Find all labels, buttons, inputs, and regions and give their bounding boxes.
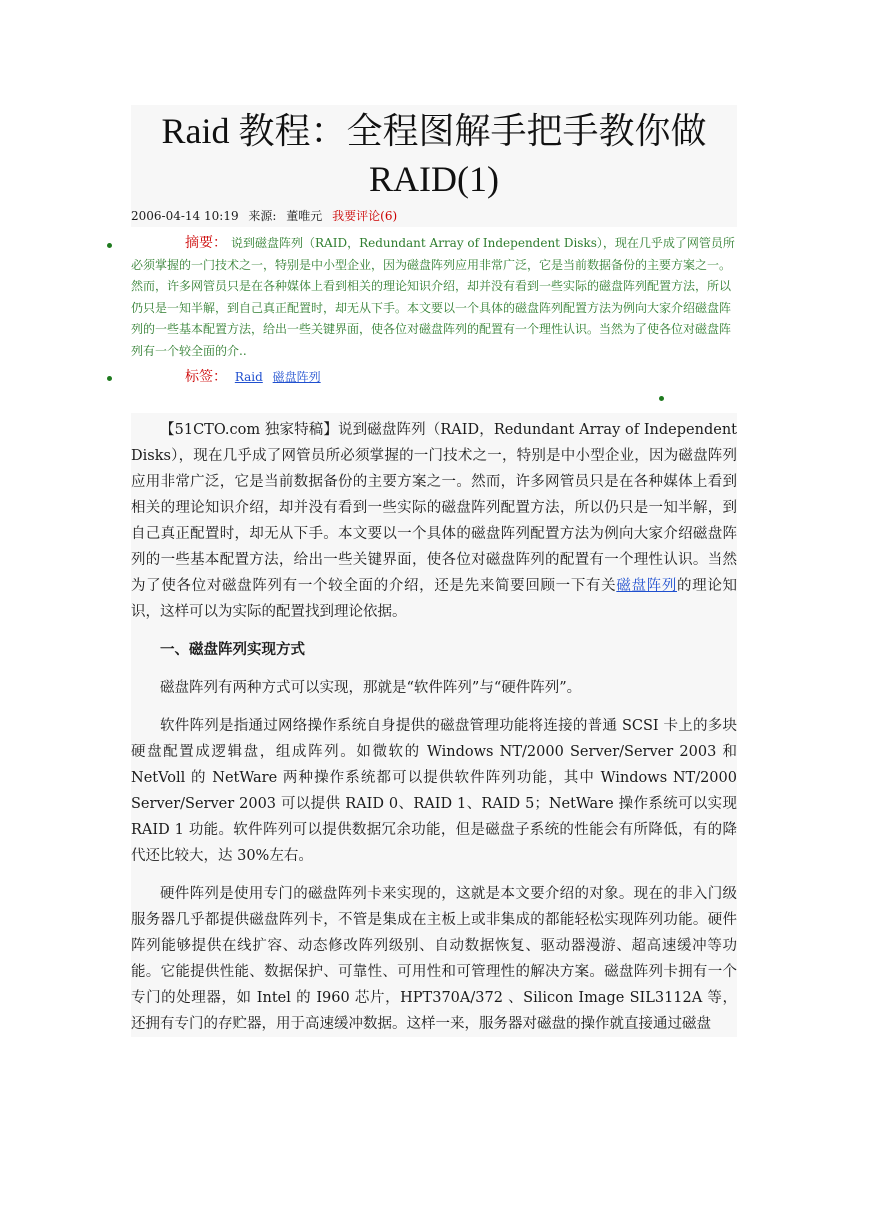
article-header	[131, 105, 737, 227]
bullet-icon	[107, 376, 112, 381]
summary-text: 说到磁盘阵列（RAID，Redundant Array of Independent Disks），现在几乎成了网管员所必须掌握的一门技术之一，特别是中小型企业，因为磁盘阵列应用非常广泛，它是当前数据备份的主要方案之一。然而，许多网管员只是在各种媒体上看到相关的理论知识介绍，却并没有看到一些实际的磁盘阵列配置方法，所以仍只是一知半解，到自己真正配置时，却无从下手。本文要以一个具体的磁盘阵列配置方法为例向大家介绍磁盘阵列的一些基本配置方法，给出一些关键界面，使各位对磁盘阵列的配置有一个理性认识。当然为了使各位对磁盘阵列有一个较全面的介..	[131, 236, 735, 358]
author-name: 董唯元	[286, 209, 323, 223]
comment-link[interactable]: 我要评论(6)	[332, 209, 398, 223]
paragraph: 软件阵列是指通过网络操作系统自身提供的磁盘管理功能将连接的普通 SCSI 卡上的多块硬盘配置成逻辑盘，组成阵列。如微软的 Windows NT/2000 Server/Server 2003 和 NetVoll 的 NetWare 两种操作系统都可以提供软件阵列功能，其中 Windows NT/2000 Server/Server 2003 可以提供 RAID 0、RAID 1、RAID 5；NetWare 操作系统可以实现 RAID 1 功能。软件阵列可以提供数据冗余功能，但是磁盘子系统的性能会有所降低，有的降代还比较大，达 30%左右。	[131, 718, 737, 864]
paragraph: 硬件阵列是使用专门的磁盘阵列卡来实现的，这就是本文要介绍的对象。现在的非入门级服务器几乎都提供磁盘阵列卡，不管是集成在主板上或非集成的都能轻松实现阵列功能。硬件阵列能够提供在线扩容、动态修改阵列级别、自动数据恢复、驱动器漫游、超高速缓冲等功能。它能提供性能、数据保护、可靠性、可用性和可管理性的解决方案。磁盘阵列卡拥有一个专门的处理器，如 Intel 的 I960 芯片，HPT370A/372 、Silicon Image SIL3112A 等，还拥有专门的存贮器，用于高速缓冲数据。这样一来，服务器对磁盘的操作就直接通过磁盘	[131, 886, 737, 1032]
tags-label: 标签：	[185, 369, 227, 385]
article-page	[131, 105, 737, 1049]
paragraph: 磁盘阵列有两种方式可以实现，那就是“软件阵列”与“硬件阵列”。	[160, 680, 582, 696]
tags-section	[131, 362, 737, 391]
section-heading: 一、磁盘阵列实现方式	[160, 642, 305, 658]
article-meta	[131, 203, 737, 227]
article-title: Raid 教程：全程图解手把手教你做RAID(1)	[161, 111, 707, 199]
publish-date: 2006-04-14 10:19	[131, 209, 239, 223]
paragraph-text: 【51CTO.com 独家特稿】说到磁盘阵列（RAID，Redundant Array of Independent Disks），现在几乎成了网管员所必须掌握的一门技术之一，特别是中小型企业，因为磁盘阵列应用非常广泛，它是当前数据备份的主要方案之一。然而，许多网管员只是在各种媒体上看到相关的理论知识介绍，却并没有看到一些实际的磁盘阵列配置方法，所以仍只是一知半解，到自己真正配置时，却无从下手。本文要以一个具体的磁盘阵列配置方法为例向大家介绍磁盘阵列的一些基本配置方法，给出一些关键界面，使各位对磁盘阵列的配置有一个理性认识。当然为了使各位对磁盘阵列有一个较全面的介绍，还是先来简要回顾一下有关	[131, 422, 737, 594]
bullet-icon	[659, 396, 664, 401]
article-body	[131, 413, 737, 1037]
tag-link-disk-array[interactable]: 磁盘阵列	[272, 370, 321, 384]
tag-link-raid[interactable]: Raid	[234, 370, 263, 384]
tags-block	[131, 362, 737, 391]
summary-section	[131, 227, 737, 362]
paragraph-text: 的理论知识，这样可以为实际的配置找到理论依据。	[131, 578, 738, 620]
summary-block	[131, 227, 737, 362]
source-label: 来源:	[248, 209, 277, 223]
bullet-icon	[107, 243, 112, 248]
summary-label: 摘要：	[185, 235, 227, 251]
paragraph	[131, 417, 737, 625]
inline-link-disk-array[interactable]: 磁盘阵列	[616, 578, 678, 594]
